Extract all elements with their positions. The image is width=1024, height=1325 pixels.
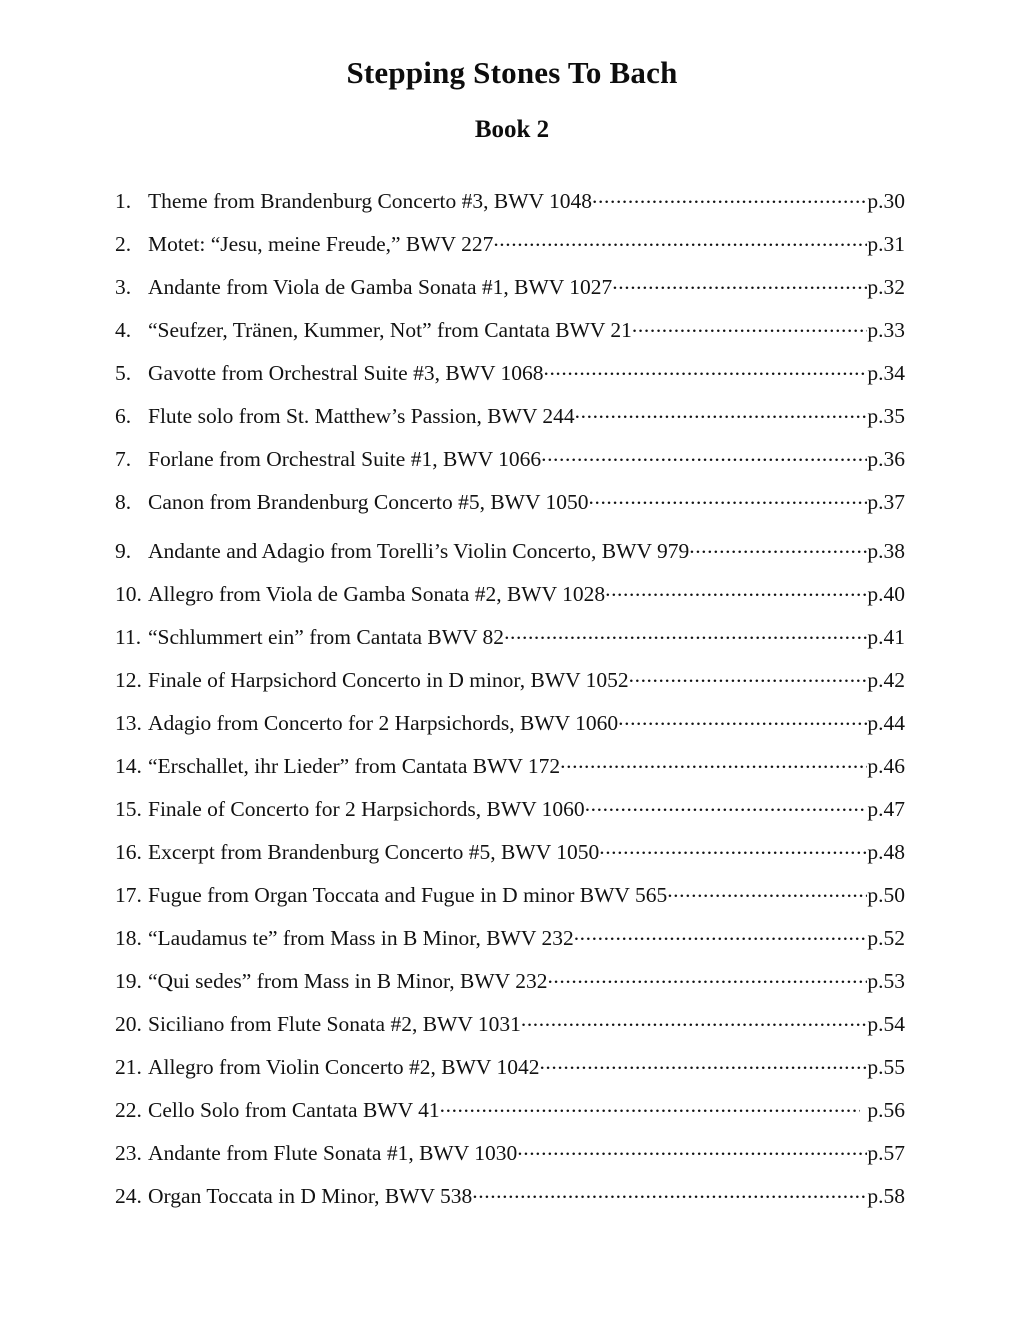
page-title: Stepping Stones To Bach [346,55,678,90]
toc-entry-number: 19. [115,968,142,993]
toc-entry-title: Motet: “Jesu, meine Freude,” BWV 227 [148,231,494,256]
toc-entry-title: Flute solo from St. Matthew’s Passion, BWV 244 [148,403,575,428]
toc-entry-title: Andante and Adagio from Torelli’s Violin Concerto, BWV 979 [148,538,690,563]
toc-entry-title: Finale of Harpsichord Concerto in D minor, BWV 1052 [148,667,629,692]
toc-dot-leader [629,665,868,687]
toc-dot-leader [493,229,867,251]
toc-entry[interactable] [115,665,905,708]
toc-entry-number: 18. [115,925,142,950]
toc-entry-page-number: p.44 [867,710,905,735]
toc-entry[interactable] [115,358,905,401]
toc-entry[interactable] [115,1138,905,1181]
toc-entry-page-number: p.56 [867,1097,905,1122]
toc-entry-page-number: p.31 [867,231,905,256]
toc-entry-title: “Seufzer, Tränen, Kummer, Not” from Cantata BWV 21 [148,317,632,342]
toc-entry-number: 7. [115,446,132,471]
toc-entry-page-number: p.36 [867,446,905,471]
toc-entry-number: 12. [115,667,142,692]
toc-entry-page-number: p.35 [867,403,905,428]
toc-entry[interactable] [115,1181,905,1224]
toc-entry[interactable] [115,444,905,487]
toc-dot-leader [667,880,867,902]
toc-entry-number: 9. [115,538,132,563]
toc-entry[interactable] [115,966,905,1009]
toc-entry-number: 24. [115,1183,142,1208]
toc-entry-page-number: p.55 [867,1054,905,1079]
toc-entry-title: Canon from Brandenburg Concerto #5, BWV 1050 [148,489,589,514]
toc-dot-leader [504,622,867,644]
toc-entry-number: 22. [115,1097,142,1122]
toc-dot-leader [472,1181,867,1203]
toc-entry-number: 13. [115,710,142,735]
toc-dot-leader [440,1095,861,1117]
toc-entry-page-number: p.58 [867,1183,905,1208]
toc-entry-page-number: p.41 [867,624,905,649]
page-subtitle: Book 2 [474,116,550,144]
toc-entry-page-number: p.40 [867,581,905,606]
toc-entry[interactable] [115,579,905,622]
toc-entry-page-number: p.52 [867,925,905,950]
toc-entry-page-number: p.47 [867,796,905,821]
toc-entry-number: 4. [115,317,132,342]
toc-entry-page-number: p.34 [867,360,905,385]
toc-entry[interactable] [115,229,905,272]
toc-entry-title: Finale of Concerto for 2 Harpsichords, BWV 1060 [148,796,585,821]
toc-entry-title: Gavotte from Orchestral Suite #3, BWV 1068 [148,360,544,385]
toc-dot-leader [517,1138,867,1160]
toc-dot-leader [547,966,867,988]
toc-entry-title: Theme from Brandenburg Concerto #3, BWV 1048 [148,188,593,213]
toc-entry-number: 11. [115,624,142,649]
toc-entry-title: “Qui sedes” from Mass in B Minor, BWV 232 [148,968,548,993]
toc-entry-number: 10. [115,581,142,606]
toc-entry-number: 2. [115,231,132,256]
toc-entry-number: 15. [115,796,142,821]
toc-entry[interactable] [115,1095,905,1138]
toc-entry-title: “Schlummert ein” from Cantata BWV 82 [148,624,505,649]
toc-dot-leader [575,401,868,423]
toc-entry-page-number: p.30 [867,188,905,213]
toc-entry-page-number: p.48 [867,839,905,864]
toc-entry-number: 3. [115,274,132,299]
toc-entry-title: Cello Solo from Cantata BWV 41 [148,1097,440,1122]
toc-dot-leader [543,358,867,380]
toc-entry-title: “Laudamus te” from Mass in B Minor, BWV 232 [148,925,574,950]
toc-entry-number: 8. [115,489,132,514]
toc-entry[interactable] [115,923,905,966]
toc-entry[interactable] [115,401,905,444]
table-of-contents [115,186,905,1224]
toc-entry-title: Andante from Flute Sonata #1, BWV 1030 [148,1140,518,1165]
toc-entry-title: Siciliano from Flute Sonata #2, BWV 1031 [148,1011,521,1036]
toc-entry-title: Excerpt from Brandenburg Concerto #5, BWV 1050 [148,839,600,864]
toc-entry-page-number: p.50 [867,882,905,907]
toc-entry-page-number: p.57 [867,1140,905,1165]
toc-entry[interactable] [115,1009,905,1052]
toc-entry-title: “Erschallet, ihr Lieder” from Cantata BWV 172 [148,753,561,778]
toc-entry-number: 23. [115,1140,142,1165]
toc-entry-page-number: p.33 [867,317,905,342]
toc-entry[interactable] [115,186,905,229]
toc-entry-number: 20. [115,1011,142,1036]
toc-entry-page-number: p.46 [867,753,905,778]
toc-entry-page-number: p.37 [867,489,905,514]
toc-dot-leader [560,751,867,773]
toc-entry-title: Allegro from Viola de Gamba Sonata #2, BWV 1028 [148,581,606,606]
toc-entry-title: Fugue from Organ Toccata and Fugue in D minor BWV 565 [148,882,668,907]
toc-entry-title: Allegro from Violin Concerto #2, BWV 1042 [148,1054,540,1079]
toc-dot-leader [539,1052,867,1074]
toc-entry[interactable] [115,1052,905,1095]
toc-entry-page-number: p.54 [867,1011,905,1036]
toc-entry[interactable] [115,272,905,315]
toc-dot-leader [605,579,867,601]
title-block [0,0,1024,144]
toc-entry-page-number: p.53 [867,968,905,993]
toc-entry[interactable] [115,622,905,665]
toc-entry-title: Andante from Viola de Gamba Sonata #1, BWV 1027 [148,274,613,299]
toc-entry-title: Organ Toccata in D Minor, BWV 538 [148,1183,473,1208]
toc-dot-leader [618,708,867,730]
toc-entry[interactable] [115,794,905,837]
toc-entry-page-number: p.42 [867,667,905,692]
toc-entry-number: 14. [115,753,142,778]
toc-dot-leader [585,794,868,816]
toc-dot-leader [599,837,867,859]
toc-dot-leader [612,272,867,294]
toc-entry-number: 21. [115,1054,142,1079]
toc-entry-number: 16. [115,839,142,864]
toc-dot-leader [541,444,867,466]
toc-entry-page-number: p.38 [867,538,905,563]
toc-entry[interactable] [115,751,905,794]
toc-entry-number: 17. [115,882,142,907]
toc-entry-number: 1. [115,188,132,213]
toc-entry[interactable] [115,315,905,358]
toc-entry[interactable] [115,536,905,579]
toc-dot-leader [632,315,867,337]
toc-dot-leader [589,487,868,509]
toc-entry[interactable] [115,487,905,530]
toc-dot-leader [574,923,868,945]
toc-entry-number: 5. [115,360,132,385]
toc-entry-page-number: p.32 [867,274,905,299]
toc-entry[interactable] [115,708,905,751]
toc-entry[interactable] [115,880,905,923]
toc-entry-title: Forlane from Orchestral Suite #1, BWV 1066 [148,446,542,471]
toc-entry[interactable] [115,837,905,880]
toc-dot-leader [521,1009,868,1031]
toc-entry-title: Adagio from Concerto for 2 Harpsichords, BWV 1060 [148,710,619,735]
toc-dot-leader [689,536,867,558]
toc-dot-leader [592,186,867,208]
toc-entry-number: 6. [115,403,132,428]
